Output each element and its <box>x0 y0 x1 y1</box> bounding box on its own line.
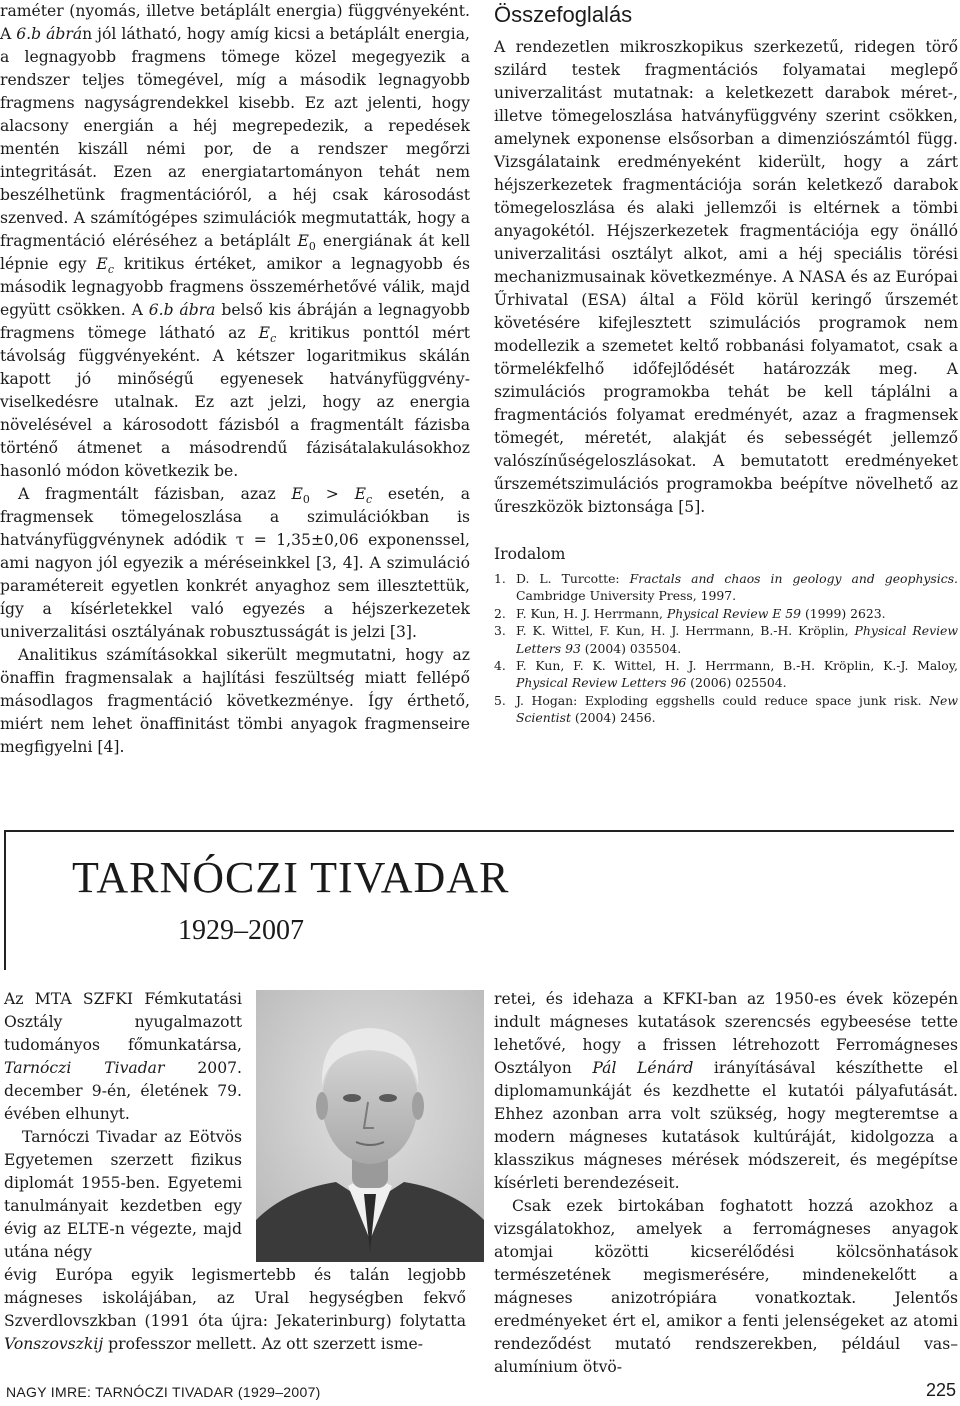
text-run: raméter (nyomás, illetve betáplált energia) függvényeként. A <box>0 2 470 43</box>
text-run: E <box>297 232 309 250</box>
text-run: 6.b ábra <box>148 301 216 319</box>
summary-heading: Összefoglalás <box>494 2 633 27</box>
text-run: energiának át kell lépnie egy <box>0 232 470 273</box>
text-run: Pál Lénárd <box>592 1059 694 1077</box>
text-run: irányításával készíthette el diplomamunkáját és kezdhette el kutatói pályafutását. Ehhez azonban arra volt szükség, hogy megteremtse a modern mágneses kutatások kultúráját, kidolgozza a klasszikus mágneses mérések módszereit, és megépítse kísérleti berendezéseit. <box>494 1059 958 1192</box>
text-run: F. Kun, H. J. Herrmann, <box>516 605 667 621</box>
bio-wide-paragraph <box>4 1264 466 1356</box>
text-run: 2007. december 9-én, életének 79. évében elhunyt. <box>4 1059 242 1123</box>
obituary-name: TARNÓCZI TIVADAR <box>72 853 510 902</box>
left-column <box>0 0 470 759</box>
paragraph <box>494 988 958 1195</box>
reference-number: 1. <box>494 571 506 586</box>
reference-number: 2. <box>494 605 506 621</box>
portrait-photo <box>256 990 484 1262</box>
paragraph <box>0 0 470 483</box>
text-run: Tarnóczi Tivadar <box>4 1059 165 1077</box>
text-run: New Scientist <box>516 692 958 726</box>
text-run: kritikus ponttól mért távolság függvényeként. A kétszer logaritmikus skálán kapott jó minőségű egyenesek hatványfüggvény-viselkedésre utalnak. Ez azt jelzi, hogy az energia növelésével a károsodott fázisból a fragmentált fázisba történő átmenet a másodrendű fázisátalakulásokhoz hasonló módon következik be. <box>0 324 470 480</box>
text-run: > <box>309 485 355 503</box>
text-run: belső kis ábráján a legnagyobb fragmens tömege látható az <box>0 301 470 342</box>
text-run: kritikus értéket, amikor a legnagyobb és második legnagyobb fragmens összemérhetővé válik, majd együtt csökken. A <box>0 255 471 319</box>
text-run: F. K. Wittel, F. Kun, H. J. Herrmann, B.-H. Kröplin, <box>516 623 855 639</box>
bio-right-column <box>494 988 958 1379</box>
obituary-years: 1929–2007 <box>178 915 304 946</box>
reference-item <box>494 657 958 692</box>
paragraph <box>4 988 242 1126</box>
reference-item <box>494 622 958 657</box>
reference-item <box>494 692 958 727</box>
text-run: E <box>258 324 271 342</box>
text-run: (1999) 2623. <box>801 605 886 621</box>
running-footer-title: NAGY IMRE: TARNÓCZI TIVADAR (1929–2007) <box>6 1384 321 1400</box>
page-number: 225 <box>925 1380 956 1400</box>
paragraph <box>4 1126 242 1264</box>
paragraph <box>0 644 470 759</box>
text-run: (2004) 2456. <box>570 710 656 726</box>
text-run: E <box>96 255 108 273</box>
text-run: J. Hogan: Exploding eggshells could reduce space junk risk. <box>516 692 930 708</box>
text-run: (2006) 025504. <box>686 675 787 691</box>
text-run: c <box>107 263 114 277</box>
reference-number: 3. <box>494 623 506 639</box>
text-run: E <box>354 485 366 503</box>
text-run: 0 <box>302 493 310 507</box>
text-run: Physical Review E 59 <box>666 605 802 621</box>
text-run: A fragmentált fázisban, azaz <box>18 485 292 503</box>
text-run: Az MTA SZFKI Fémkutatási Osztály nyugalmazott tudományos főmunkatársa, <box>4 990 242 1054</box>
bio-wide-text <box>4 1264 466 1356</box>
text-run: Fractals and chaos in geology and geophysics. <box>629 571 958 586</box>
references-list <box>494 570 958 727</box>
text-run: Physical Review Letters 96 <box>516 675 687 691</box>
bio-left-column <box>4 988 242 1264</box>
text-run: Tarnóczi Tivadar az Eötvös Egyetemen szerzett fizikus diplomát 1955-ben. Egyetemi tanulmányait kezdetben egy évig az ELTE-n végezte, majd utána négy <box>4 1128 242 1261</box>
text-run: Analitikus számításokkal sikerült megmutatni, hogy az önaffin fragmensalak a hajlítási feszültség miatt fellépő másodlagos fragmentáció következménye. Így érthető, miért nem lehet önaffinitást tömbi anyagok fragmenseire megfigyelni [4]. <box>0 646 470 756</box>
reference-number: 5. <box>494 692 506 708</box>
references-heading: Irodalom <box>494 545 566 563</box>
reference-item <box>494 605 958 622</box>
right-column <box>494 0 958 727</box>
text-run: n jól látható, hogy amíg kicsi a betáplált energia, a legnagyobb fragmens tömege közel megegyezik a rendszer teljes tömegével, míg a második legnagyobb fragmens nagyságrendekkel kisebb. Ez azt jelenti, hogy alacsony energián a héj megrepedezik, a repedések mentén kiszáll némi por, de a rendszer megőrzi integritását. Ezen az energiatartományon tehát nem beszélhetünk fragmentációról, a héj csak károsodást szenved. A számítógépes szimulációk megmutatták, hogy a fragmentáció eléréséhez a betáplált <box>0 25 470 250</box>
paragraph <box>494 1195 958 1379</box>
text-run: (2004) 035504. <box>580 640 682 656</box>
reference-item <box>494 570 958 605</box>
text-run: Csak ezek birtokában foghatott hozzá azokhoz a vizsgálatokhoz, amelyek a ferromágneses anyagok atomjai közötti kicserélődési kölcsönhatások természetének megismerésére, mindenekelőtt a mágneses anizotrópiára vonatkoztak. Jelentős eredményeket ért el, amikor a fenti jelenségeket az atomi rendeződést mutató rendszerekben, például vas–alumínium ötvö- <box>494 1197 958 1376</box>
obituary-header-box <box>4 830 954 970</box>
text-run: retei, és idehaza a KFKI-ban az 1950-es évek közepén indult mágneses kutatások szerencsés egybeesése tette lehetővé, hogy a frissen létrehozott Ferromágneses Osztályon <box>494 990 958 1077</box>
text-run: D. L. Turcotte: <box>516 571 630 586</box>
text-run: professzor mellett. Az ott szerzett isme- <box>103 1335 424 1353</box>
paragraph <box>0 483 470 644</box>
text-run: esetén, a fragmensek tömegeloszlása a szimulációkban is hatványfüggvénynek adódik τ = 1,35±0,06 exponenssel, ami nagyon jól egyezik a méréseinkkel [3, 4]. A szimuláció paramétereit egyetlen konkrét anyaghoz sem illesztettük, így a kísérletekkel való egyezés a héjszerkezetek univerzalitási osztályának robusztusságát is jelzi [3]. <box>0 485 470 641</box>
text-run: c <box>365 493 373 507</box>
text-run: F. Kun, F. K. Wittel, H. J. Herrmann, B.-H. Kröplin, K.-J. Maloy, <box>516 658 958 674</box>
text-run: 0 <box>308 240 316 254</box>
text-run: E <box>291 485 303 503</box>
text-run: c <box>270 332 277 346</box>
portrait-image <box>256 990 484 1262</box>
summary-paragraph: A rendezetlen mikroszkopikus szerkezetű, ridegen törő szilárd testek fragmentációs folyamatai meglepő univerzalitást mutatnak: a keletkezett darabok méret-, illetve tömegeloszlása hatványfüggvény szerint csökken, amelynek exponense elsősorban a dimenziószámtól függ. Vizsgálataink eredményeként kiderült, hogy a zárt héjszerkezetek fragmentációja során keletkező darabok tömegeloszlása és alaki jellemzői is eltérnek a tömbi anyagokétól. Héjszerkezetek fragmentációja egy önálló univerzalitási osztályt alkot, ami a héj speciális törési mechanizmusainak következménye. A NASA és az Európai Űrhivatal (ESA) által a Föld körül keringő űrszemét követésére kifejlesztett szimulációs programok nem modellezik a szemetet keltő robbanási folyamatot, csak a törmelékfelhő időfejlődését határozzák meg. A szimulációs programokba tehát be kell táplálni a fragmentációs folyamat eredményét, azaz a fragmensek tömegét, méretét, alakját és sebességét jellemző valószínűségeloszlásokat. A bemutatott eredményeket űrszemétszimulációs programokba beépítve növelhető az űreszközök biztonsága [5]. <box>494 38 958 516</box>
text-run: Cambridge University Press, 1997. <box>516 588 737 604</box>
reference-number: 4. <box>494 658 506 674</box>
text-run: évig Európa egyik legismertebb és talán legjobb mágneses iskolájában, az Ural hegységben fekvő Szverdlovszkban (1991 óta újra: Jekaterinburg) folytatta <box>4 1266 466 1330</box>
text-run: Vonszovszkij <box>4 1335 104 1353</box>
text-run: Physical Review Letters 93 <box>516 623 958 656</box>
text-run: 6.b ábrá <box>16 25 83 43</box>
